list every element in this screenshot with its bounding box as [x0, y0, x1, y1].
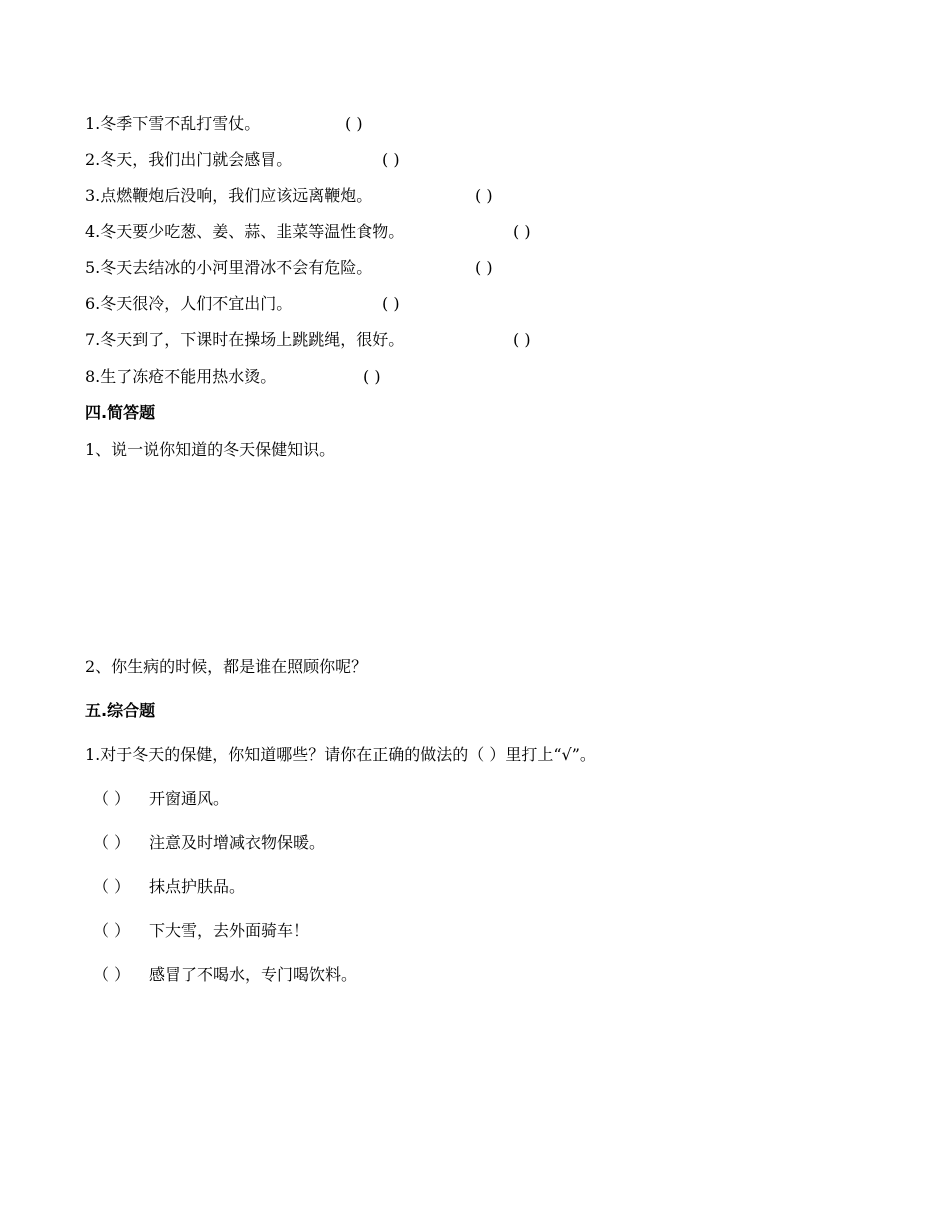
answer-paren-8[interactable]: ( ) [363, 367, 381, 386]
option-text-3: 抹点护肤品。 [149, 877, 246, 896]
short-answer-question-2: 2、你生病的时候，都是谁在照顾你呢？ [85, 657, 368, 676]
judge-item-1: 1.冬季下雪不乱打雪仗。 [85, 114, 261, 133]
option-check-4[interactable]: （ ） [93, 921, 131, 940]
short-answer-question-1: 1、说一说你知道的冬天保健知识。 [85, 440, 336, 459]
judge-item-4: 4.冬天要少吃葱、姜、蒜、韭菜等温性食物。 [85, 222, 405, 241]
option-check-3[interactable]: （ ） [93, 877, 131, 896]
answer-paren-3[interactable]: ( ) [475, 186, 493, 205]
section-title-short-answer: 四.简答题 [85, 403, 156, 422]
option-text-5: 感冒了不喝水，专门喝饮料。 [149, 965, 358, 984]
judge-item-8: 8.生了冻疮不能用热水烫。 [85, 367, 277, 386]
option-check-2[interactable]: （ ） [93, 833, 131, 852]
judge-item-2: 2.冬天，我们出门就会感冒。 [85, 150, 293, 169]
judge-item-6: 6.冬天很冷，人们不宜出门。 [85, 294, 293, 313]
comprehensive-question-1: 1.对于冬天的保健，你知道哪些？请你在正确的做法的（ ）里打上“√”。 [85, 745, 596, 764]
answer-paren-4[interactable]: ( ) [513, 222, 531, 241]
option-check-1[interactable]: （ ） [93, 789, 131, 808]
option-text-2: 注意及时增减衣物保暖。 [149, 833, 326, 852]
option-text-4: 下大雪，去外面骑车！ [149, 921, 310, 940]
judge-item-5: 5.冬天去结冰的小河里滑冰不会有危险。 [85, 258, 373, 277]
answer-paren-2[interactable]: ( ) [382, 150, 400, 169]
answer-paren-6[interactable]: ( ) [382, 294, 400, 313]
judge-item-7: 7.冬天到了，下课时在操场上跳跳绳，很好。 [85, 330, 405, 349]
option-text-1: 开窗通风。 [149, 789, 230, 808]
option-check-5[interactable]: （ ） [93, 965, 131, 984]
answer-paren-7[interactable]: ( ) [513, 330, 531, 349]
answer-paren-1[interactable]: ( ) [345, 114, 363, 133]
section-title-comprehensive: 五.综合题 [85, 701, 156, 720]
judge-item-3: 3.点燃鞭炮后没响，我们应该远离鞭炮。 [85, 186, 373, 205]
answer-paren-5[interactable]: ( ) [475, 258, 493, 277]
